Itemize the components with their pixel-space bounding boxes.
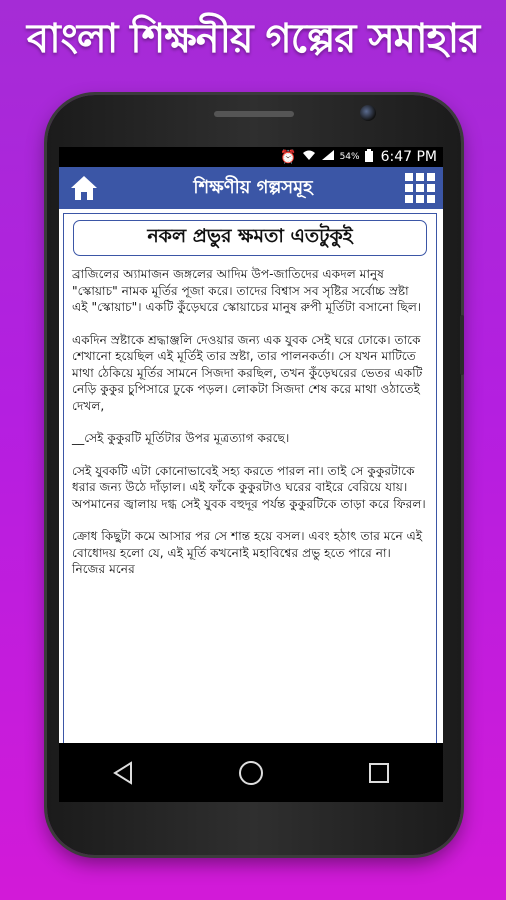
story-paragraph: ব্রাজিলের অ্যামাজন জঙ্গলের আদিম উপ-জাতিদের একদল মানুষ "স্কোয়াচ" নামক মূর্তির পূজা করে। তাদের বিশ্বাস সব সৃষ্টির সর্বোচ্চ স্রষ্টা এই "স্কোয়াচ"। একটি কুঁড়েঘরে স্কোয়াচের মানুষ রুপী মূর্তিটা বসানো ছিল।	[72, 267, 422, 314]
front-camera	[360, 105, 376, 121]
status-time: 6:47 PM	[380, 149, 437, 165]
app-bar	[59, 167, 443, 209]
volume-button	[460, 315, 464, 375]
battery-percent: 54%	[339, 152, 360, 162]
earpiece	[214, 111, 294, 117]
story-paragraph: __সেই কুকুরটি মূর্তিটার উপর মূত্রত্যাগ করছে।	[72, 431, 290, 445]
promo-banner-title: বাংলা শিক্ষনীয় গল্পের সমাহার	[26, 15, 480, 62]
story-title: নকল প্রভুর ক্ষমতা এতটুকুই	[73, 220, 427, 256]
status-bar	[59, 147, 443, 167]
alarm-icon: ⏰	[280, 149, 297, 165]
battery-icon	[365, 149, 373, 166]
wifi-icon	[302, 149, 316, 165]
grid-menu-icon[interactable]	[405, 173, 435, 203]
recents-square-icon[interactable]	[359, 753, 399, 793]
home-circle-icon[interactable]	[231, 753, 271, 793]
story-body	[64, 266, 436, 578]
story-paragraph: সেই যুবকটি এটা কোনোভাবেই সহ্য করতে পারল না। তাই সে কুকুরটাকে ধরার জন্য উঠে দাঁড়াল। এই ফাঁকে কুকুরটাও ঘরের বাইরে বেরিয়ে যায়। অপমানের জ্বালায় দগ্ধ সেই যুবক বহুদূর পর্যন্ত কুকুরটিকে তাড়া করে ফিরল।	[72, 463, 426, 511]
story-paragraph: ক্রোধ কিছুটা কমে আসার পর সে শান্ত হয়ে বসল। এবং হঠাৎ তার মনে এই বোধোদয় হলো যে, এই মূর্তি কখনোই মহাবিশ্বের প্রভু হতে পারে না। নিজের মনের	[72, 529, 423, 576]
home-icon[interactable]	[67, 171, 101, 205]
system-nav-bar	[59, 743, 443, 802]
app-title: শিক্ষণীয় গল্পসমূহ	[193, 176, 313, 198]
back-triangle-icon[interactable]	[103, 753, 143, 793]
phone-frame	[47, 95, 461, 855]
signal-icon	[321, 149, 335, 165]
phone-screen	[59, 147, 443, 802]
story-content[interactable]	[63, 213, 437, 745]
story-paragraph: একদিন স্রষ্টাকে শ্রদ্ধাঞ্জলি দেওয়ার জন্য এক যুবক সেই ঘরে ঢোকে। তাকে শেখানো হয়েছিল এই মূর্তিই তার স্রষ্টা, তার পালনকর্তা। সে যখন মাটিতে মাথা ঠেকিয়ে মূর্তির সামনে সিজদা করছিল, তখন কুঁড়েঘরের ভেতর একটি নেড়ি কুকুর চুপিসারে ঢুকে পড়ল। লোকটা সিজদা শেষ করে মাথা ওঠাতেই দেখল,	[72, 332, 423, 413]
